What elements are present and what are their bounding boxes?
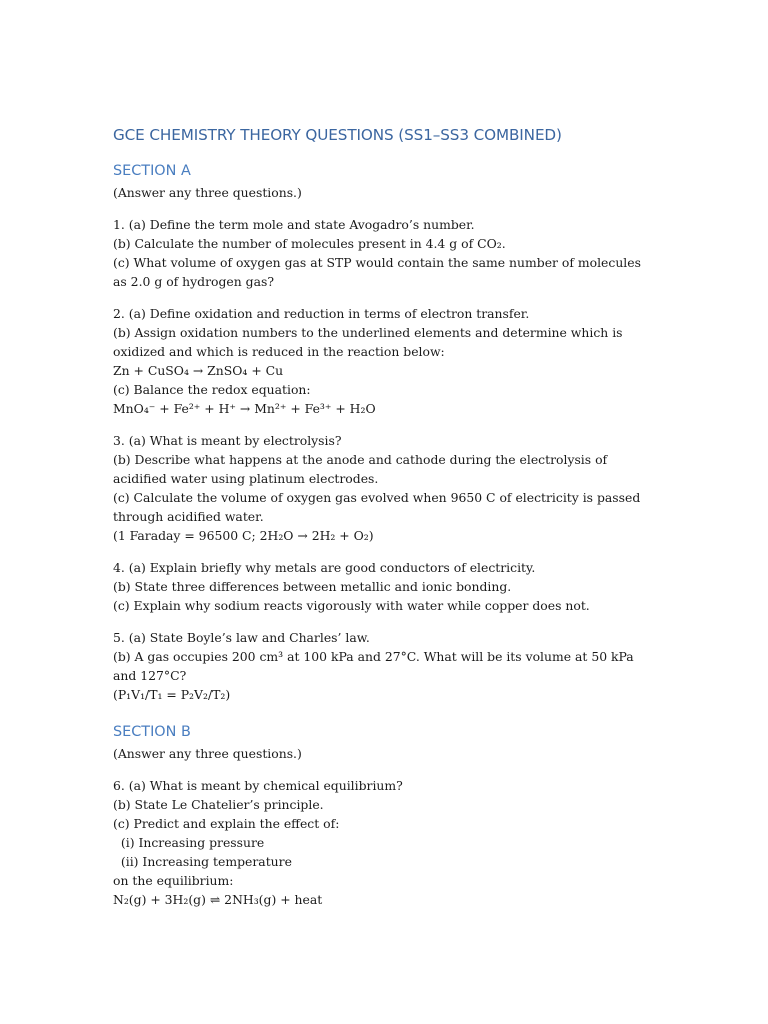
question-line: (c) Calculate the volume of oxygen gas evolved when 9650 C of electricity is passed through acidified water. xyxy=(113,490,645,524)
question-4 xyxy=(113,558,658,615)
question-line: (c) Balance the redox equation: xyxy=(113,382,311,397)
question-line: (b) State Le Chatelier’s principle. xyxy=(113,797,324,812)
question-line: (b) Calculate the number of molecules present in 4.4 g of CO₂. xyxy=(113,236,506,251)
question-2 xyxy=(113,304,658,418)
section-b-heading: SECTION B xyxy=(113,724,191,740)
question-6 xyxy=(113,776,658,909)
equation: N₂(g) + 3H₂(g) ⇌ 2NH₃(g) + heat xyxy=(113,892,323,907)
document-page xyxy=(113,124,658,922)
question-line: 5. (a) State Boyle’s law and Charles’ law. xyxy=(113,630,370,645)
question-3 xyxy=(113,431,658,545)
question-line: (b) Describe what happens at the anode and cathode during the electrolysis of acidified water using platinum electrodes. xyxy=(113,452,612,486)
question-line: (c) Predict and explain the effect of: xyxy=(113,816,340,831)
equation: (1 Faraday = 96500 C; 2H₂O → 2H₂ + O₂) xyxy=(113,528,374,543)
question-line: on the equilibrium: xyxy=(113,873,234,888)
section-a xyxy=(113,161,658,704)
question-1 xyxy=(113,215,658,291)
question-line: 1. (a) Define the term mole and state Avogadro’s number. xyxy=(113,217,475,232)
section-b-instruction: (Answer any three questions.) xyxy=(113,746,302,761)
question-5 xyxy=(113,628,658,704)
question-line: (c) Explain why sodium reacts vigorously with water while copper does not. xyxy=(113,598,590,613)
question-line: (i) Increasing pressure xyxy=(113,835,265,850)
question-line: (b) A gas occupies 200 cm³ at 100 kPa and 27°C. What will be its volume at 50 kPa and 127°C? xyxy=(113,649,638,683)
question-line: (c) What volume of oxygen gas at STP would contain the same number of molecules as 2.0 g of hydrogen gas? xyxy=(113,255,645,289)
question-line: (ii) Increasing temperature xyxy=(113,854,292,869)
question-line: (b) Assign oxidation numbers to the underlined elements and determine which is oxidized and which is reduced in the reaction below: xyxy=(113,325,627,359)
section-a-heading: SECTION A xyxy=(113,163,191,179)
section-b xyxy=(113,722,658,909)
question-line: (b) State three differences between metallic and ionic bonding. xyxy=(113,579,512,594)
equation: MnO₄⁻ + Fe²⁺ + H⁺ → Mn²⁺ + Fe³⁺ + H₂O xyxy=(113,401,376,416)
question-line: 3. (a) What is meant by electrolysis? xyxy=(113,433,342,448)
question-line: 4. (a) Explain briefly why metals are good conductors of electricity. xyxy=(113,560,536,575)
question-line: 2. (a) Define oxidation and reduction in terms of electron transfer. xyxy=(113,306,530,321)
section-a-instruction: (Answer any three questions.) xyxy=(113,185,302,200)
question-line: 6. (a) What is meant by chemical equilibrium? xyxy=(113,778,403,793)
document-title: GCE CHEMISTRY THEORY QUESTIONS (SS1–SS3 COMBINED) xyxy=(113,126,562,144)
equation: Zn + CuSO₄ → ZnSO₄ + Cu xyxy=(113,363,284,378)
equation: (P₁V₁/T₁ = P₂V₂/T₂) xyxy=(113,687,231,702)
